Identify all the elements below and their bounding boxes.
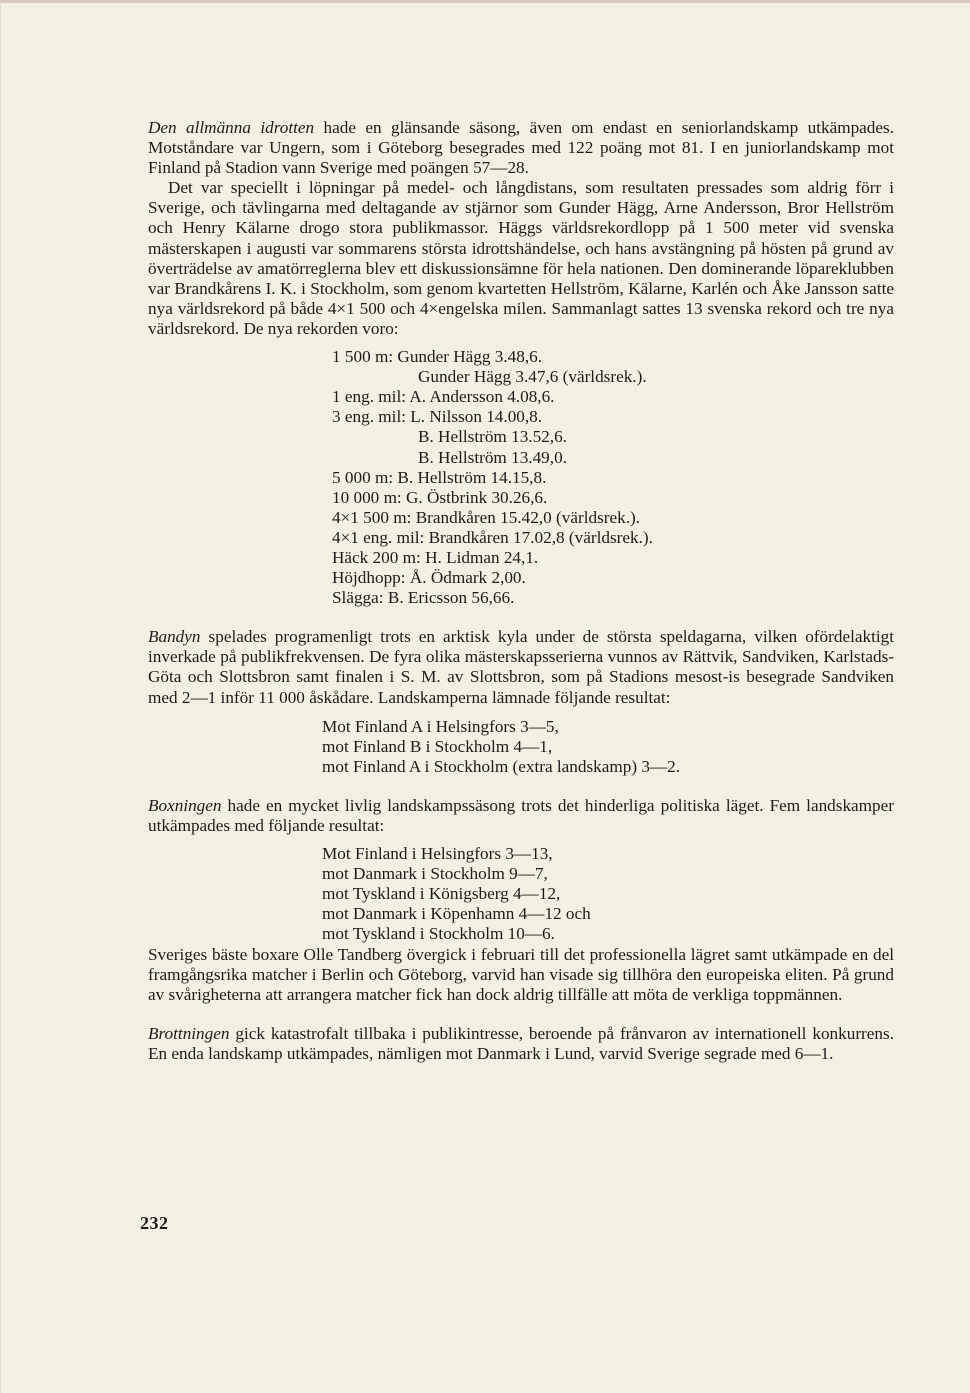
boxing-text: hade en mycket livlig landskampssäsong trots det hinderliga politiska läget. Fem landskamper utkämpades med följande resultat: <box>148 795 894 835</box>
record-item: B. Hellström 13.52,6. <box>418 427 567 447</box>
record-item: B. Hellström 13.49,0. <box>418 447 567 467</box>
bandy-results <box>322 717 894 777</box>
boxing-result: mot Danmark i Köpenhamn 4—12 och <box>322 904 591 924</box>
boxing-paragraph <box>148 796 894 836</box>
record-item: 3 eng. mil: L. Nilsson 14.00,8. <box>332 407 543 427</box>
record-item: 1 eng. mil: A. Andersson 4.08,6. <box>332 387 555 407</box>
record-item: Häck 200 m: H. Lidman 24,1. <box>332 547 539 567</box>
boxing-lead: Boxningen <box>148 795 222 815</box>
boxing-result: mot Danmark i Stockholm 9—7, <box>322 864 548 884</box>
bandy-result: mot Finland A i Stockholm (extra landskamp) 3—2. <box>322 756 681 776</box>
athletics-intro-text: hade en glänsande säsong, även om endast en seniorlandskamp utkämpades. Motståndare var Ungern, som i Göteborg besegrades med 122 poäng mot 81. I en juniorlandskamp mot Finland på Stadion vann Sverige med poängen 57—28. <box>148 118 895 178</box>
athletics-lead: Den allmänna idrotten <box>148 118 315 137</box>
bandy-lead: Bandyn <box>148 627 201 647</box>
text-column <box>148 118 894 1064</box>
bandy-result: Mot Finland A i Helsingfors 3—5, <box>322 716 559 736</box>
boxing-result: mot Tyskland i Stockholm 10—6. <box>322 924 555 944</box>
section-gap <box>148 608 894 627</box>
boxing-after: Sveriges bäste boxare Olle Tandberg övergick i februari till det professionella lägret samt utkämpade en del framgångsrika matcher i Berlin och Göteborg, varvid han visade sig tillhöra den europeiska eliten. På grund av svårigheterna att arrangera matcher fick han dock aldrig tillfälle att möta de verkliga toppmännen. <box>148 944 894 1004</box>
record-item: 4×1 eng. mil: Brandkåren 17.02,8 (världsrek.). <box>332 527 653 547</box>
boxing-result: mot Tyskland i Königsberg 4—12, <box>322 884 561 904</box>
wrestling-text: gick katastrofalt tillbaka i publikintresse, beroende på frånvaron av internationell konkurrens. En enda landskamp utkämpades, nämligen mot Danmark i Lund, varvid Sverige segrade med 6—1. <box>148 1023 894 1063</box>
section-gap <box>148 777 894 796</box>
record-item: Slägga: B. Ericsson 56,66. <box>332 588 515 608</box>
record-item: Gunder Hägg 3.47,6 (världsrek.). <box>418 367 647 387</box>
wrestling-paragraph <box>148 1024 894 1064</box>
bandy-result: mot Finland B i Stockholm 4—1, <box>322 736 553 756</box>
bandy-paragraph <box>148 627 894 707</box>
boxing-results <box>322 844 894 944</box>
bandy-text: spelades programenligt trots en arktisk kyla under de största speldagarna, vilken ofördelaktigt inverkade på publikfrekvensen. De fyra olika mästerskapsserierna vunnos av Rättvik, Sandviken, Karlstads-Göta och Slottsbron samt finalen i S. M. av Slottsbron, som på Stadions mesost-is besegrade Sandviken med 2—1 inför 11 000 åskådare. Landskamperna lämnade följande resultat: <box>148 627 894 707</box>
athletics-body: Det var speciellt i löpningar på medel- och långdistans, som resultaten pressades som aldrig förr i Sverige, och tävlingarna med deltagande av stjärnor som Gunder Hägg, Arne Andersson, Bror Hellström och Henry Kälarne drogo stora publikmassor. Häggs världsrekordlopp på 1 500 meter vid svenska mästerskapen i augusti var sommarens största idrottshändelse, och hans avstängning på hösten på grund av överträdelse av amatörreglerna blev ett diskussionsämne för hela nationen. Den dominerande löpareklubben var Brandkårens I. K. i Stockholm, som genom kvartetten Hellström, Kälarne, Karlén och Åke Jansson satte nya världsrekord på både 4×1 500 och 4×engelska milen. Sammanlagt sattes 13 svenska rekord och tre nya världsrekord. De nya rekorden voro: <box>148 178 894 338</box>
athletics-intro <box>148 118 894 178</box>
record-item: 10 000 m: G. Östbrink 30.26,6. <box>332 487 548 507</box>
records-list <box>332 347 894 608</box>
record-item: 4×1 500 m: Brandkåren 15.42,0 (världsrek.). <box>332 507 641 527</box>
record-item: 5 000 m: B. Hellström 14.15,8. <box>332 467 547 487</box>
wrestling-lead: Brottningen <box>148 1023 230 1043</box>
record-item: Höjdhopp: Å. Ödmark 2,00. <box>332 568 526 588</box>
section-gap <box>148 1005 894 1024</box>
record-item: 1 500 m: Gunder Hägg 3.48,6. <box>332 347 543 367</box>
page-number: 232 <box>140 1213 169 1233</box>
boxing-result: Mot Finland i Helsingfors 3—13, <box>322 844 553 864</box>
